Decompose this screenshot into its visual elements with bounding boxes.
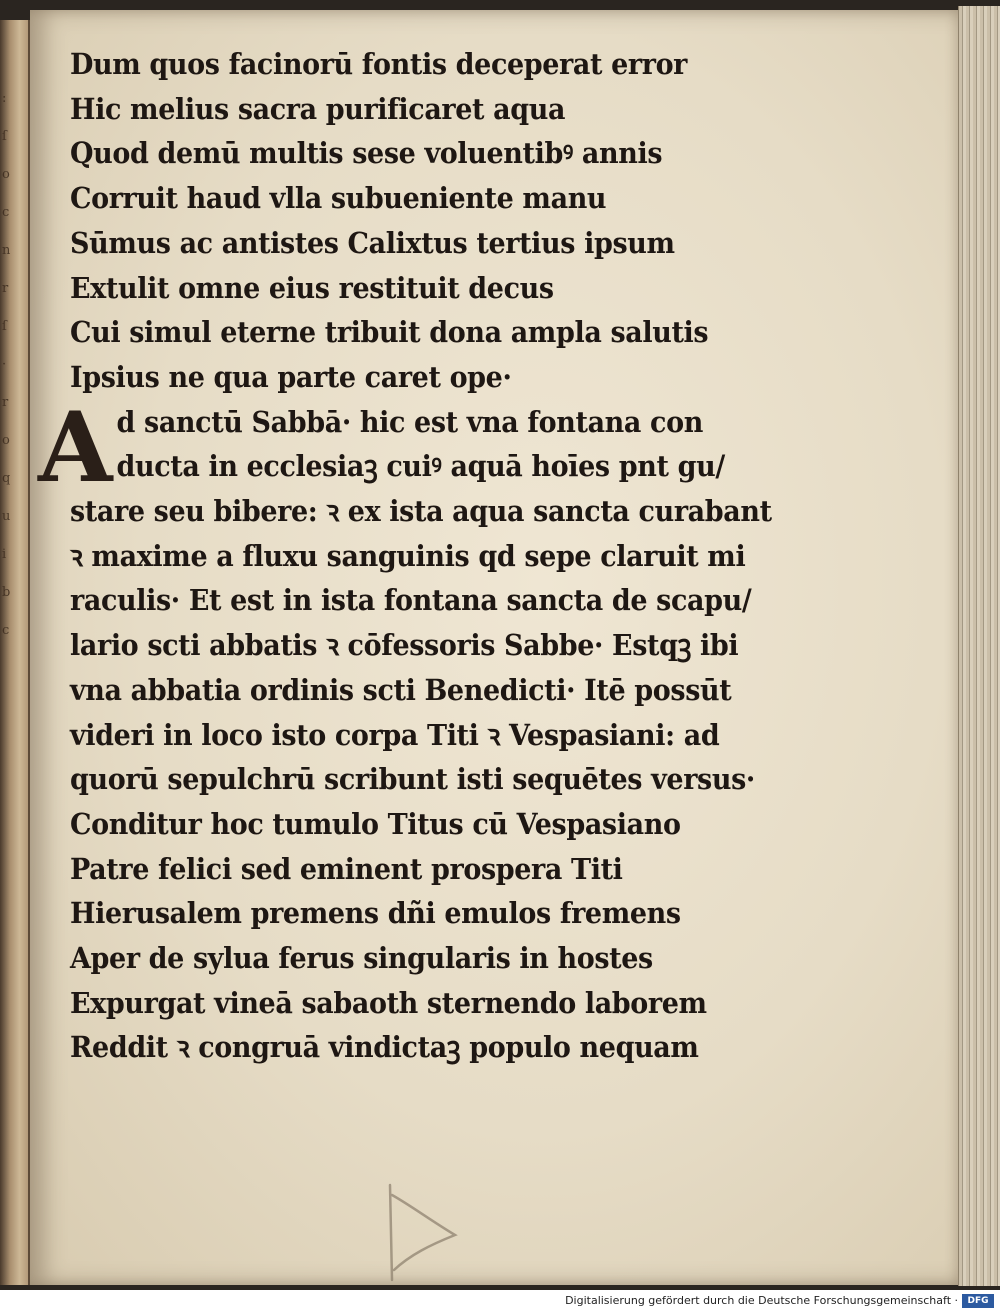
- text-block: [70, 42, 790, 1070]
- text-line: quorū sepulchrū scribunt isti sequētes versus·: [70, 762, 755, 797]
- funding-credit: Digitalisierung gefördert durch die Deutsche Forschungsgemeinschaft ·: [565, 1294, 958, 1307]
- footer-bar: [0, 1290, 1000, 1313]
- text-line: Extulit omne eius restituit decus: [70, 270, 554, 305]
- pencil-mark: [370, 1175, 480, 1285]
- text-line: Ipsius ne qua parte caret ope·: [70, 359, 512, 394]
- text-line: stare seu bibere: ꝛ ex ista aqua sancta curabant: [70, 494, 772, 529]
- text-line: Sūmus ac antistes Calixtus tertius ipsum: [70, 225, 675, 260]
- page-edges: [958, 6, 1000, 1286]
- text-line: Hic melius sacra purificaret aqua: [70, 91, 566, 126]
- drop-cap: A: [38, 391, 113, 504]
- text-line: raculis· Et est in ista fontana sancta de scapu/: [70, 583, 752, 618]
- text-line: vna abbatia ordinis scti Benedicti· Itē possūt: [70, 672, 732, 707]
- text-line: Dum quos facinorū fontis deceperat error: [70, 47, 688, 81]
- text-line: Conditur hoc tumulo Titus cū Vespasiano: [70, 806, 681, 841]
- text-line: Hierusalem premens dñi emulos fremens: [70, 896, 681, 931]
- text-line: Quod demū multis sese voluentibꝰ annis: [70, 136, 663, 171]
- text-line: ꝛ maxime a fluxu sanguinis qd sepe claruit mi: [70, 538, 746, 573]
- previous-page-edge: [0, 20, 30, 1285]
- dfg-logo: DFG: [962, 1294, 994, 1308]
- text-line: lario scti abbatis ꝛ cōfessoris Sabbe· Estqꝫ ibi: [70, 628, 739, 663]
- text-line: Aper de sylua ferus singularis in hostes: [70, 941, 653, 976]
- text-line: Patre felici sed eminent prospera Titi: [70, 851, 623, 886]
- text-line: d sanctū Sabbā· hic est vna fontana con: [116, 404, 703, 439]
- text-line: videri in loco isto corpa Titi ꝛ Vespasiani: ad: [70, 717, 720, 752]
- text-line: Reddit ꝛ congruā vindictaꝫ populo nequam: [70, 1030, 699, 1065]
- text-line: Corruit haud vlla subueniente manu: [70, 181, 607, 216]
- text-line: Expurgat vineā sabaoth sternendo laborem: [70, 985, 707, 1020]
- previous-page-marks: : ſ o c n r ſ · r o q u i b c: [2, 91, 11, 638]
- text-line: Cui simul eterne tribuit dona ampla salutis: [70, 315, 709, 350]
- text-line: ducta in ecclesiaꝫ cuiꝰ aquā hoīes pnt gu/: [116, 449, 725, 484]
